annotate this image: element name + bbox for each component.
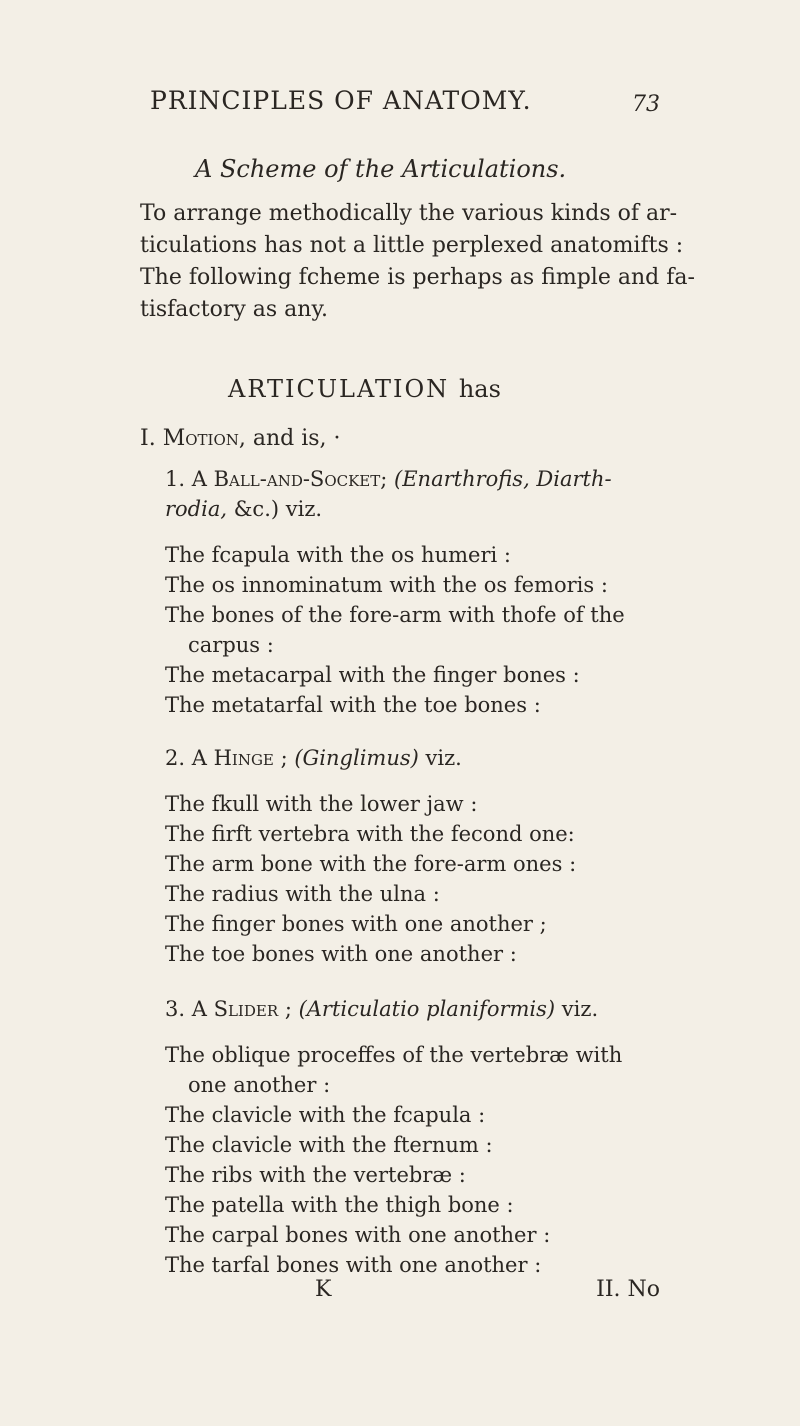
hinge-item: The toe bones with one another : [165, 942, 517, 966]
motion-heading [140, 424, 341, 454]
ball-etc: &c.) [233, 497, 280, 521]
ball-separator: ; [380, 467, 388, 491]
slider-item: The clavicle with the fternum : [165, 1133, 493, 1157]
articulation-has: has [458, 375, 501, 403]
section-title: A Scheme of the Articulations. [195, 155, 567, 183]
hinge-latin: (Ginglimus) [294, 746, 419, 770]
ball-viz: viz. [285, 497, 323, 521]
running-title: PRINCIPLES OF ANATOMY. [150, 86, 532, 115]
signature-mark: K [315, 1277, 332, 1302]
slider-label: A Slider [191, 997, 279, 1021]
slider-viz: viz. [561, 997, 599, 1021]
ball-item: The bones of the fore-arm with thofe of the [165, 603, 625, 627]
ball-item: The fcapula with the os humeri : [165, 543, 511, 567]
ball-item: The metacarpal with the finger bones : [165, 663, 580, 687]
slider-heading [165, 994, 598, 1024]
hinge-item: The finger bones with one another ; [165, 912, 547, 936]
slider-item: The carpal bones with one another : [165, 1223, 551, 1247]
ball-label: A Ball-and-Socket [191, 467, 381, 491]
hinge-number: 2. [165, 746, 186, 770]
hinge-viz: viz. [425, 746, 462, 770]
page-footer [140, 1277, 660, 1309]
hinge-item: The fkull with the lower jaw : [165, 792, 478, 816]
ball-number: 1. [165, 467, 186, 491]
hinge-separator: ; [280, 746, 288, 770]
intro-line: To arrange methodically the various kinds of ar- [140, 201, 678, 226]
page-number: 73 [632, 92, 660, 117]
motion-label: Motion, [162, 426, 246, 451]
slider-number: 3. [165, 997, 186, 1021]
slider-item: The ribs with the vertebræ : [165, 1163, 466, 1187]
articulation-word: ARTICULATION [228, 375, 450, 403]
ball-item: carpus : [188, 633, 274, 657]
slider-item: The tarfal bones with one another : [165, 1253, 542, 1277]
ball-latin-cont: rodia, [165, 497, 228, 521]
hinge-heading [165, 743, 462, 773]
hinge-item: The firft vertebra with the fecond one: [165, 822, 575, 846]
catchword: II. No [596, 1277, 660, 1302]
intro-line: The following fcheme is perhaps as fimple and fa- [140, 265, 695, 290]
slider-item: one another : [188, 1073, 331, 1097]
hinge-item: The radius with the ulna : [165, 882, 440, 906]
slider-item: The clavicle with the fcapula : [165, 1103, 486, 1127]
slider-separator: ; [284, 997, 292, 1021]
motion-number: I. [140, 426, 156, 451]
slider-item: The oblique proceffes of the vertebræ with [165, 1043, 623, 1067]
page-header [150, 86, 660, 126]
ball-item: The metatarfal with the toe bones : [165, 693, 541, 717]
ball-socket-heading [165, 464, 612, 494]
hinge-item: The arm bone with the fore-arm ones : [165, 852, 577, 876]
slider-item: The patella with the thigh bone : [165, 1193, 514, 1217]
articulation-heading [228, 374, 501, 404]
ball-latin: (Enarthrofis, Diarth- [394, 467, 612, 491]
motion-rest: and is, · [252, 426, 341, 451]
hinge-label: A Hinge [191, 746, 274, 770]
intro-line: tisfactory as any. [140, 297, 328, 322]
intro-line: ticulations has not a little perplexed anatomifts : [140, 233, 684, 258]
ball-socket-heading-cont [165, 494, 322, 524]
ball-item: The os innominatum with the os femoris : [165, 573, 608, 597]
slider-latin: (Articulatio planiformis) [298, 997, 556, 1021]
